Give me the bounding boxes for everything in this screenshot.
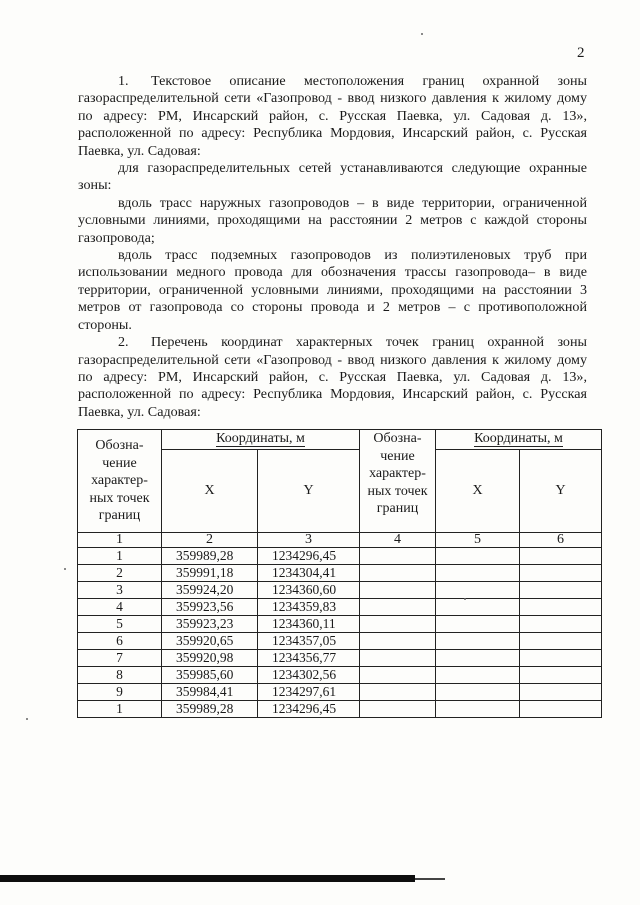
y-cell: 1234296,45 [258, 701, 360, 718]
empty-y-cell [520, 701, 602, 718]
column-index: 3 [258, 533, 360, 548]
x-cell: 359991,18 [162, 565, 258, 582]
section-1-number: 1. [118, 73, 129, 89]
empty-designation-cell [360, 582, 436, 599]
empty-designation-cell [360, 633, 436, 650]
section-1-paragraph-3: вдоль трасс наружных газопроводов – в виде территории, ограниченной условными линиями, проходящими на расстоянии 2 метров с каждой стороны газопровода; [78, 194, 587, 246]
table-row [78, 701, 602, 718]
empty-designation-cell [360, 599, 436, 616]
table-row [78, 565, 602, 582]
section-1-paragraph-4: вдоль трасс подземных газопроводов из полиэтиленовых труб при использовании медного провода для обозначения трассы газопровода– в виде территории, ограниченной условными линиями, проходящими на расстоянии 3 метров от газопровода со стороны провода и 2 метров – с противоположной стороны. [78, 247, 587, 333]
header-coordinates-left: Координаты, м [162, 430, 360, 450]
y-cell: 1234360,11 [258, 616, 360, 633]
coordinates-table [77, 429, 602, 718]
empty-designation-cell [360, 684, 436, 701]
table-row [78, 582, 602, 599]
y-cell: 1234360,60 [258, 582, 360, 599]
y-cell: 1234357,05 [258, 633, 360, 650]
header-y-right: Y [520, 450, 602, 533]
column-index: 1 [78, 533, 162, 548]
empty-designation-cell [360, 565, 436, 582]
table-row [78, 599, 602, 616]
empty-y-cell [520, 599, 602, 616]
section-1-intro [78, 73, 587, 160]
empty-y-cell [520, 616, 602, 633]
page-number: 2 [577, 45, 585, 61]
x-cell: 359989,28 [162, 701, 258, 718]
x-cell: 359920,65 [162, 633, 258, 650]
point-cell: 5 [78, 616, 162, 633]
point-cell: 1 [78, 701, 162, 718]
y-cell: 1234356,77 [258, 650, 360, 667]
y-cell: 1234296,45 [258, 548, 360, 565]
empty-designation-cell [360, 548, 436, 565]
empty-y-cell [520, 582, 602, 599]
scan-speck [421, 33, 423, 35]
table-row [78, 667, 602, 684]
x-cell: 359923,23 [162, 616, 258, 633]
empty-x-cell [436, 565, 520, 582]
scan-speck [64, 568, 66, 570]
column-index: 2 [162, 533, 258, 548]
x-cell: 359989,28 [162, 548, 258, 565]
scan-speck [464, 598, 466, 600]
column-index: 6 [520, 533, 602, 548]
table-row [78, 650, 602, 667]
header-designation-right: Обозна-чение характер-ных точек границ [360, 430, 436, 533]
header-coordinates-right: Координаты, м [436, 430, 602, 450]
point-cell: 8 [78, 667, 162, 684]
empty-x-cell [436, 616, 520, 633]
section-2-text: Перечень координат характерных точек границ охранной зоны газораспределительной сети «Газопровод - ввод низкого давления к жилому дому по адресу: РМ, Инсарский район, с. Русская Паевка, ул. Садовая д. 13», расположенной по адресу: Республика Мордовия, Инсарский район, с. Русская Паевка, ул. Садовая: [78, 334, 587, 420]
point-cell: 7 [78, 650, 162, 667]
empty-y-cell [520, 667, 602, 684]
header-y-left: Y [258, 450, 360, 533]
x-cell: 359924,20 [162, 582, 258, 599]
empty-x-cell [436, 582, 520, 599]
empty-x-cell [436, 667, 520, 684]
empty-y-cell [520, 565, 602, 582]
empty-designation-cell [360, 616, 436, 633]
scan-edge-bar [0, 875, 415, 882]
empty-x-cell [436, 650, 520, 667]
section-1-paragraph-2: для газораспределительных сетей устанавливаются следующие охранные зоны: [78, 160, 587, 194]
x-cell: 359985,60 [162, 667, 258, 684]
point-cell: 1 [78, 548, 162, 565]
scan-speck [26, 718, 28, 720]
empty-y-cell [520, 650, 602, 667]
empty-x-cell [436, 684, 520, 701]
table-row [78, 548, 602, 565]
y-cell: 1234304,41 [258, 565, 360, 582]
header-designation-left: Обозна-чение характер-ных точек границ [78, 430, 162, 533]
y-cell: 1234297,61 [258, 684, 360, 701]
empty-designation-cell [360, 667, 436, 684]
x-cell: 359923,56 [162, 599, 258, 616]
column-index: 5 [436, 533, 520, 548]
document-body [78, 73, 587, 421]
table-row [78, 684, 602, 701]
x-cell: 359984,41 [162, 684, 258, 701]
empty-designation-cell [360, 650, 436, 667]
header-x-left: X [162, 450, 258, 533]
header-x-right: X [436, 450, 520, 533]
column-index-row [78, 533, 602, 548]
column-index: 4 [360, 533, 436, 548]
section-2-number: 2. [118, 334, 129, 351]
table-row [78, 616, 602, 633]
empty-y-cell [520, 633, 602, 650]
section-2-intro [78, 334, 587, 421]
y-cell: 1234359,83 [258, 599, 360, 616]
empty-y-cell [520, 548, 602, 565]
point-cell: 2 [78, 565, 162, 582]
x-cell: 359920,98 [162, 650, 258, 667]
empty-x-cell [436, 548, 520, 565]
empty-y-cell [520, 684, 602, 701]
y-cell: 1234302,56 [258, 667, 360, 684]
empty-x-cell [436, 701, 520, 718]
scan-edge-bar-tail [415, 878, 445, 880]
empty-x-cell [436, 633, 520, 650]
empty-designation-cell [360, 701, 436, 718]
point-cell: 6 [78, 633, 162, 650]
point-cell: 9 [78, 684, 162, 701]
point-cell: 4 [78, 599, 162, 616]
point-cell: 3 [78, 582, 162, 599]
coordinates-rows [78, 548, 602, 718]
empty-x-cell [436, 599, 520, 616]
table-row [78, 633, 602, 650]
section-1-text: Текстовое описание местоположения границ охранной зоны газораспределительной сети «Газопровод - ввод низкого давления к жилому дому по адресу: РМ, Инсарский район, с. Русская Паевка, ул. Садовая д. 13», расположенной по адресу: Республика Мордовия, Инсарский район, с. Русская Паевка, ул. Садовая: [78, 73, 587, 159]
